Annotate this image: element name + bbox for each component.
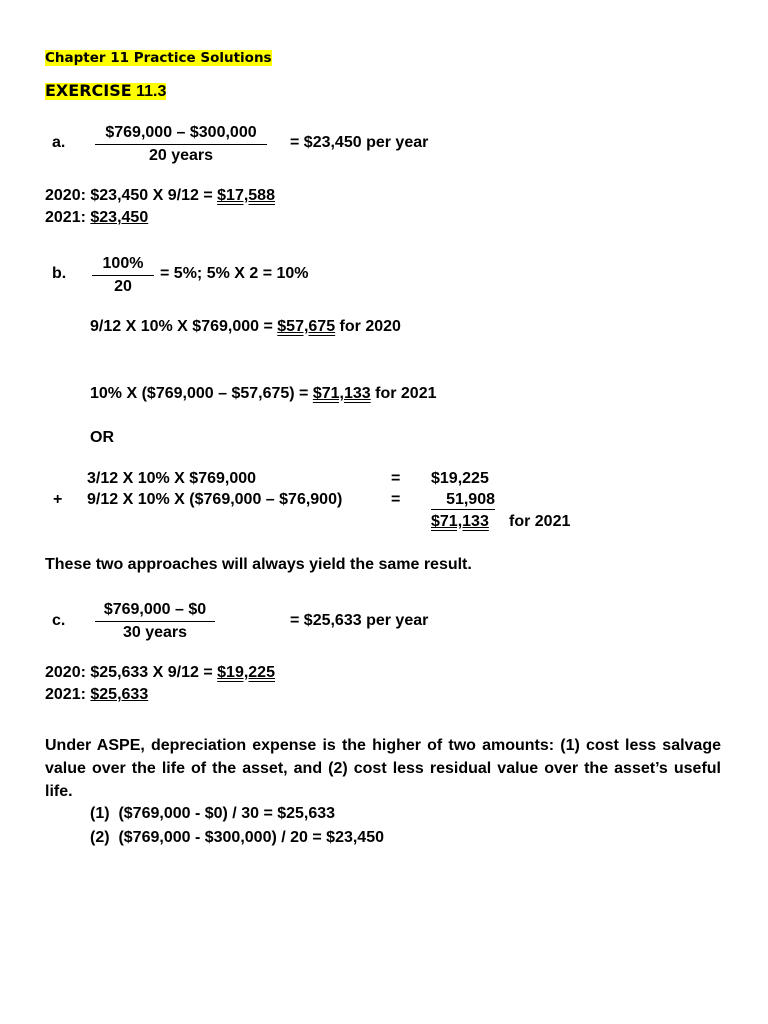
part-c-result: = $25,633 per year [290,612,429,629]
part-c-2021-value: $25,633 [90,686,149,703]
exercise-label: EXERCISE [45,81,132,100]
or-text: OR [90,429,114,446]
alt-total-value: $71,133 [431,513,489,530]
alt-row2-value: 51,908 [431,490,495,510]
alt-row1-value: $19,225 [431,470,489,487]
part-c-denominator: 30 years [122,624,188,641]
alt-row1-text: 3/12 X 10% X $769,000 [87,470,257,487]
part-a-denominator: 20 years [148,147,214,164]
part-b-2020-value: $57,675 [277,318,336,335]
approaches-conclusion: These two approaches will always yield the same result. [45,556,472,573]
alt-row2-text: 9/12 X 10% X ($769,000 – $76,900) [87,491,343,508]
part-a-2020-value: $17,588 [217,187,275,204]
chapter-title: Chapter 11 Practice Solutions [45,50,272,66]
alt-row2-equals: = [391,491,401,508]
part-c-fraction [95,600,215,643]
part-b-numerator: 100% [92,254,154,276]
part-a-2021-value: $23,450 [90,209,149,226]
exercise-heading [45,81,166,102]
part-a-2020-line: 2020: $23,450 X 9/12 = $17,588 [45,187,275,204]
part-b-2021-calc: 10% X ($769,000 – $57,675) = $71,133 for 2021 [90,385,437,402]
part-c-2020-line: 2020: $25,633 X 9/12 = $19,225 [45,664,275,681]
exercise-number: 11.3 [136,83,167,100]
alt-total-suffix: for 2021 [509,513,571,530]
aspe-paragraph: Under ASPE, depreciation expense is the higher of two amounts: (1) cost less salvage value over the life of the asset, and (2) cost less residual value over the asset’s useful life. [45,737,722,800]
part-a-numerator: $769,000 – $300,000 [95,123,267,145]
part-a-label: a. [52,134,66,151]
part-b-2021-value: $71,133 [312,385,371,402]
part-b-2020-calc: 9/12 X 10% X $769,000 = $57,675 for 2020 [90,318,401,335]
part-c-2021-line: 2021: $25,633 [45,686,149,703]
part-c-label: c. [52,612,66,629]
aspe-term: ASPE [96,737,141,754]
part-a-result: = $23,450 per year [290,134,429,151]
part-a-2021-line: 2021: $23,450 [45,209,149,226]
aspe-item-2: (2) ($769,000 - $300,000) / 20 = $23,450 [90,829,384,846]
part-b-denominator: 20 [114,278,132,295]
part-c-2020-value: $19,225 [217,664,275,681]
part-b-label: b. [52,265,67,282]
part-a-fraction [95,123,267,166]
alt-row1-equals: = [391,470,401,487]
part-c-numerator: $769,000 – $0 [95,600,215,622]
alt-row2-plus: + [53,491,63,508]
aspe-item-1: (1) ($769,000 - $0) / 30 = $25,633 [90,805,336,822]
part-b-fraction [92,254,154,297]
part-b-rate: = 5%; 5% X 2 = 10% [160,265,309,282]
